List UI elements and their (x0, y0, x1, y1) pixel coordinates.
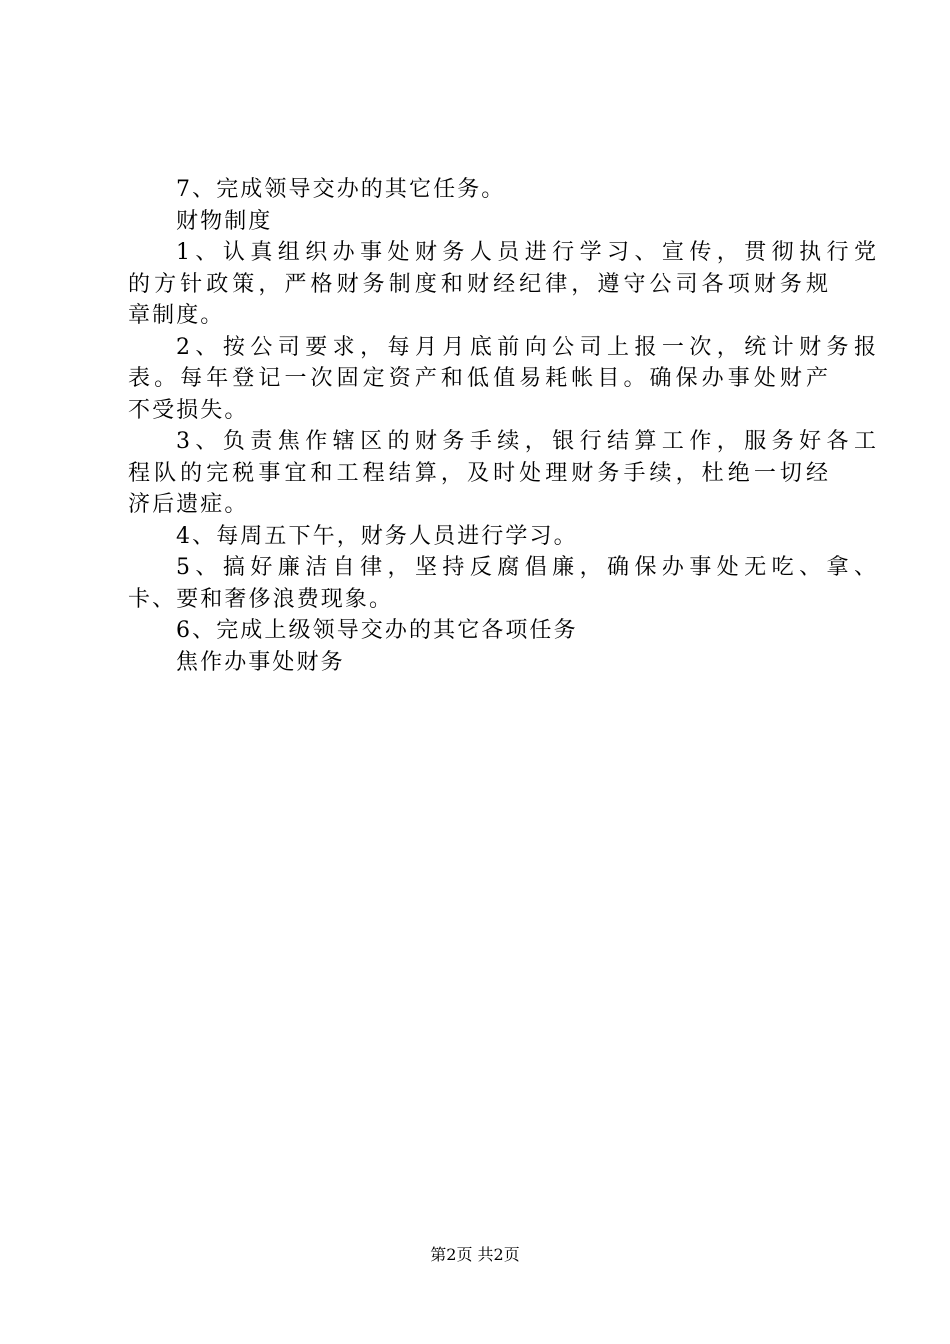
item-7-line: 7、完成领导交办的其它任务。 (176, 177, 506, 202)
item-4-line: 4、每周五下午，财务人员进行学习。 (176, 523, 578, 549)
item-1-line-2: 的方针政策，严格财务制度和财经纪律，遵守公司各项财务规 (128, 271, 828, 297)
page-footer: 第2页 共2页 (430, 1245, 520, 1264)
item-5-line-1: 5、搞好廉洁自律，坚持反腐倡廉，确保办事处无吃、拿、 (176, 555, 876, 580)
item-2-line-1: 2、按公司要求，每月月底前向公司上报一次，统计财务报 (176, 334, 876, 360)
item-3-line-2: 程队的完税事宜和工程结算，及时处理财务手续，杜绝一切经 (128, 460, 828, 486)
item-2-line-3: 不受损失。 (128, 397, 249, 423)
item-1-line-1: 1、认真组织办事处财务人员进行学习、宣传，贯彻执行党 (176, 240, 876, 265)
item-3-line-1: 3、负责焦作辖区的财务手续，银行结算工作，服务好各工 (176, 429, 876, 454)
item-2-line-2: 表。每年登记一次固定资产和低值易耗帐目。确保办事处财产 (128, 366, 828, 391)
document-body (128, 174, 876, 678)
item-5-line-2: 卡、要和奢侈浪费现象。 (128, 586, 394, 612)
signature-line: 焦作办事处财务 (176, 649, 345, 675)
section-heading: 财物制度 (176, 208, 273, 234)
item-3-line-3: 济后遗症。 (128, 492, 249, 517)
item-1-line-3: 章制度。 (128, 303, 225, 328)
item-6-line: 6、完成上级领导交办的其它各项任务 (176, 618, 578, 643)
